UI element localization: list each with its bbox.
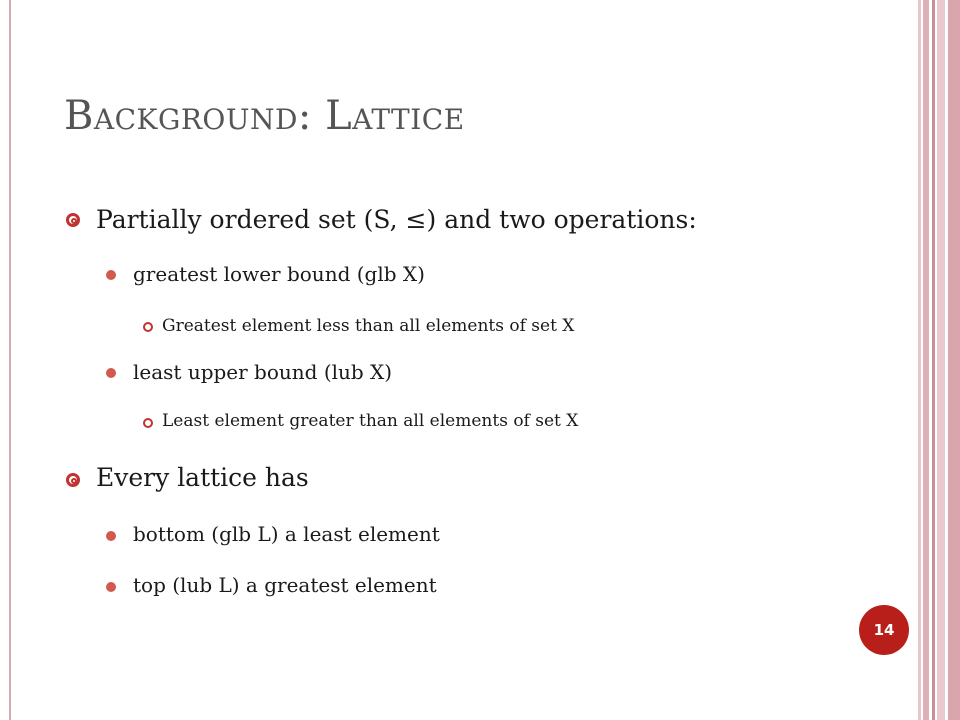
- dot-bullet-icon: [106, 582, 116, 592]
- page-number-badge: 14: [859, 605, 909, 655]
- slide-title: Background: Lattice: [64, 93, 465, 139]
- dot-bullet-icon: [106, 270, 116, 280]
- right-decor-stripe: [918, 0, 921, 720]
- right-decor-stripe: [948, 0, 960, 720]
- bullet-text: Every lattice has: [96, 463, 309, 492]
- bullet-text: top (lub L) a greatest element: [133, 573, 437, 597]
- dot-bullet-icon: [106, 531, 116, 541]
- ring-bullet-icon: [66, 473, 80, 487]
- bullet-text: least upper bound (lub X): [133, 360, 393, 384]
- bullet-text: Greatest element less than all elements of set X: [162, 316, 575, 336]
- dot-bullet-icon: [106, 368, 116, 378]
- right-decor-stripe: [923, 0, 929, 720]
- bullet-text: bottom (glb L) a least element: [133, 522, 440, 546]
- bullet-text: greatest lower bound (glb X): [133, 262, 425, 286]
- ring-bullet-icon: [143, 322, 153, 332]
- bullet-text: Least element greater than all elements of set X: [162, 411, 579, 431]
- ring-bullet-icon: [143, 418, 153, 428]
- bullet-text: Partially ordered set (S, ≤) and two operations:: [96, 205, 697, 234]
- ring-bullet-icon: [66, 213, 80, 227]
- right-decor-stripe: [937, 0, 945, 720]
- left-border-line: [9, 0, 11, 720]
- right-decor-stripe: [932, 0, 935, 720]
